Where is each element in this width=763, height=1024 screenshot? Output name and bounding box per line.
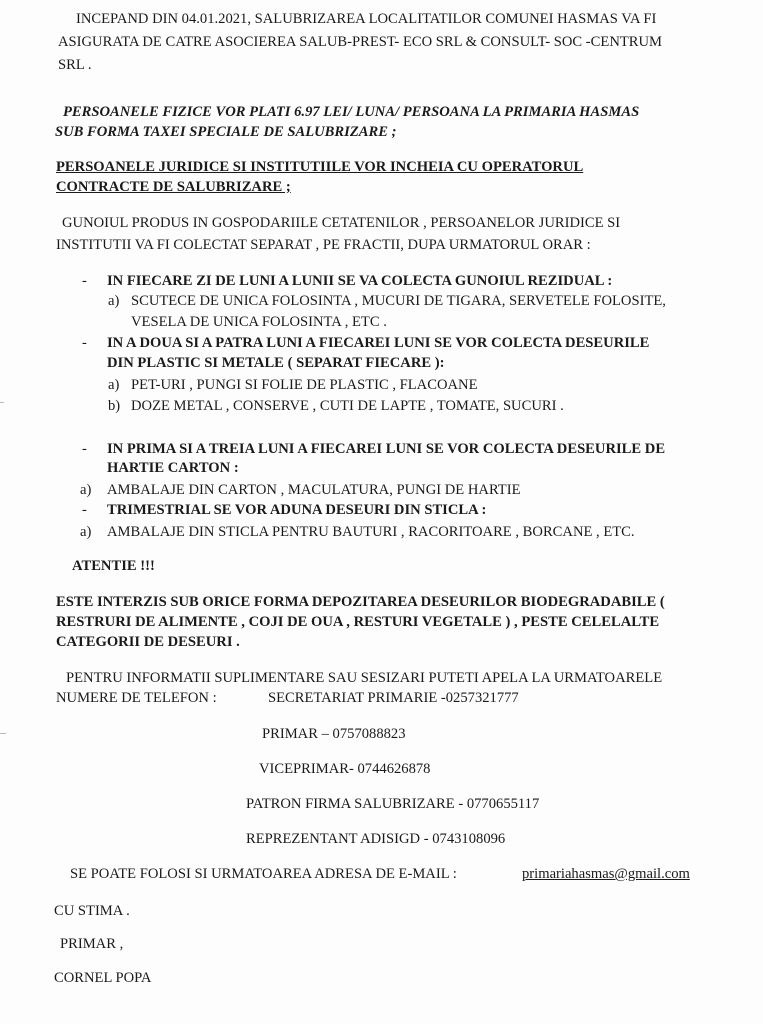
legal-notice-line-2: CONTRACTE DE SALUBRIZARE ; bbox=[56, 179, 291, 195]
list-marker: a) bbox=[108, 293, 120, 309]
plastic-item-a: PET-URI , PUNGI SI FOLIE DE PLASTIC , FLACOANE bbox=[131, 377, 478, 393]
collection-intro-line-2: INSTITUTII VA FI COLECTAT SEPARAT , PE FRACTII, DUPA URMATORUL ORAR : bbox=[56, 237, 591, 253]
warning-line-1: ESTE INTERZIS SUB ORICE FORMA DEPOZITAREA DESEURILOR BIODEGRADABILE ( bbox=[56, 594, 665, 610]
paper-heading-line-2: HARTIE CARTON : bbox=[107, 460, 239, 476]
list-marker: a) bbox=[108, 377, 120, 393]
closing-regards: CU STIMA . bbox=[54, 903, 130, 919]
paper-heading-line-1: IN PRIMA SI A TREIA LUNI A FIECAREI LUNI SE VOR COLECTA DESEURILE DE bbox=[107, 441, 666, 457]
plastic-heading-line-2: DIN PLASTIC SI METALE ( SEPARAT FIECARE ): bbox=[107, 355, 445, 371]
fee-notice-line-1: PERSOANELE FIZICE VOR PLATI 6.97 LEI/ LUNA/ PERSOANA LA PRIMARIA HASMAS bbox=[63, 104, 640, 120]
warning-line-3: CATEGORII DE DESEURI . bbox=[56, 634, 240, 650]
closing-title: PRIMAR , bbox=[60, 936, 124, 952]
list-dash: - bbox=[82, 441, 87, 457]
glass-heading: TRIMESTRIAL SE VOR ADUNA DESEURI DIN STICLA : bbox=[107, 502, 487, 518]
scan-mark bbox=[0, 402, 4, 403]
legal-notice-line-1: PERSOANELE JURIDICE SI INSTITUTIILE VOR INCHEIA CU OPERATORUL bbox=[56, 159, 584, 175]
residual-item-line-2: VESELA DE UNICA FOLOSINTA , ETC . bbox=[131, 314, 387, 330]
phone-secretariat: SECRETARIAT PRIMARIE -0257321777 bbox=[268, 690, 519, 706]
email-address[interactable]: primariahasmas@gmail.com bbox=[522, 866, 690, 882]
list-marker: a) bbox=[80, 524, 92, 540]
plastic-heading-line-1: IN A DOUA SI A PATRA LUNI A FIECAREI LUNI SE VOR COLECTA DESEURILE bbox=[107, 335, 650, 351]
attention-label: ATENTIE !!! bbox=[72, 558, 155, 574]
glass-item: AMBALAJE DIN STICLA PENTRU BAUTURI , RACORITOARE , BORCANE , ETC. bbox=[107, 524, 635, 540]
fee-notice-line-2: SUB FORMA TAXEI SPECIALE DE SALUBRIZARE ; bbox=[55, 124, 397, 140]
scan-mark bbox=[0, 733, 6, 734]
residual-heading: IN FIECARE ZI DE LUNI A LUNII SE VA COLECTA GUNOIUL REZIDUAL : bbox=[107, 273, 613, 289]
list-dash: - bbox=[82, 273, 87, 289]
contact-line-1: PENTRU INFORMATII SUPLIMENTARE SAU SESIZARI PUTETI APELA LA URMATOARELE bbox=[66, 670, 663, 686]
phone-viceprimar: VICEPRIMAR- 0744626878 bbox=[259, 761, 431, 777]
metal-item-b: DOZE METAL , CONSERVE , CUTI DE LAPTE , TOMATE, SUCURI . bbox=[131, 398, 564, 414]
contact-line-2-prefix: NUMERE DE TELEFON : bbox=[56, 690, 217, 706]
intro-line-3: SRL . bbox=[58, 57, 92, 73]
intro-line-2: ASIGURATA DE CATRE ASOCIEREA SALUB-PREST- ECO SRL & CONSULT- SOC -CENTRUM bbox=[58, 34, 663, 50]
intro-line-1: INCEPAND DIN 04.01.2021, SALUBRIZAREA LOCALITATILOR COMUNEI HASMAS VA FI bbox=[76, 11, 657, 27]
list-marker: a) bbox=[80, 482, 92, 498]
paper-item: AMBALAJE DIN CARTON , MACULATURA, PUNGI DE HARTIE bbox=[107, 482, 521, 498]
list-dash: - bbox=[82, 502, 87, 518]
warning-line-2: RESTRURI DE ALIMENTE , COJI DE OUA , RESTURI VEGETALE ) , PESTE CELELALTE bbox=[56, 614, 660, 630]
phone-primar: PRIMAR – 0757088823 bbox=[262, 726, 406, 742]
phone-reprezentant: REPREZENTANT ADISIGD - 0743108096 bbox=[246, 831, 506, 847]
list-dash: - bbox=[82, 335, 87, 351]
residual-item-line-1: SCUTECE DE UNICA FOLOSINTA , MUCURI DE TIGARA, SERVETELE FOLOSITE, bbox=[131, 293, 666, 309]
phone-patron: PATRON FIRMA SALUBRIZARE - 0770655117 bbox=[246, 796, 540, 812]
email-label: SE POATE FOLOSI SI URMATOAREA ADRESA DE E-MAIL : bbox=[70, 866, 457, 882]
signatory-name: CORNEL POPA bbox=[54, 970, 152, 986]
list-marker: b) bbox=[108, 398, 121, 414]
collection-intro-line-1: GUNOIUL PRODUS IN GOSPODARIILE CETATENILOR , PERSOANELOR JURIDICE SI bbox=[62, 215, 621, 231]
